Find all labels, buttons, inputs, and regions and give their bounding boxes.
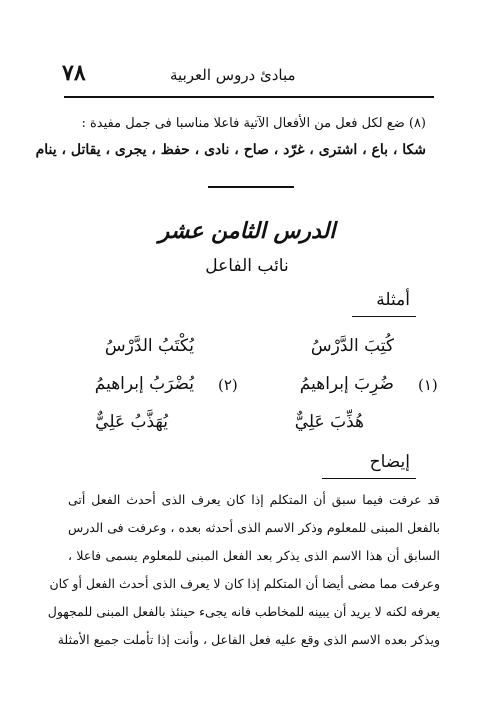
- explanation-heading-rule: [322, 478, 416, 479]
- paragraph-line: بالفعل المبنى للمعلوم وذكر الاسم الذى أحدثه بعده ، وعرفت فى الدرس: [68, 520, 440, 535]
- example-item: يُهَذَّبُ عَلِيٌّ: [95, 412, 168, 432]
- exercise-instruction: (٨) ضع لكل فعل من الأفعال الآتية فاعلا مناسبا فى جمل مفيدة :: [81, 116, 426, 131]
- examples-heading-rule: [352, 316, 416, 317]
- page-number: ٧٨: [62, 60, 86, 86]
- explanation-heading: إيضاح: [369, 452, 410, 472]
- lesson-title: الدرس الثامن عشر: [158, 218, 336, 244]
- example-item: هُذِّبَ عَلِيٌّ: [294, 412, 364, 432]
- paragraph-line: يعرفه لكنه لا يريد أن يبينه للمخاطب فانه يجىء حينئذ بالفعل المبنى للمجهول: [47, 604, 440, 619]
- paragraph-line: وعرفت مما مضى أيضا أن المتكلم إذا كان لا يعرف الذى أحدث الفعل أو كان: [49, 576, 440, 591]
- examples-heading: أمثلة: [376, 290, 410, 310]
- lesson-subtitle: نائب الفاعل: [205, 256, 289, 276]
- paragraph-line: السابق أن هذا الاسم الذى يذكر بعد الفعل المبنى للمعلوم يسمى فاعلا ،: [68, 548, 440, 563]
- section-separator: [208, 186, 294, 188]
- paragraph-line: ويذكر بعده الاسم الذى وقع عليه فعل الفاعل ، وأنت إذا تأملت جميع الأمثلة: [57, 632, 440, 647]
- example-item: يُضْرَبُ إبراهيمُ: [94, 374, 194, 394]
- paragraph-line: قد عرفت فيما سبق أن المتكلم إذا كان يعرف الذى أحدث الفعل أتى: [68, 492, 440, 507]
- example-group-number-2: (٢): [218, 376, 238, 394]
- example-item: يُكْتَبُ الدَّرْسُ: [104, 336, 194, 356]
- exercise-verbs: شكا ، باع ، اشترى ، غرّد ، صاح ، نادى ، حفظ ، يجرى ، يقاتل ، ينام: [35, 142, 426, 158]
- header-rule: [64, 96, 434, 98]
- example-item: ضُرِبَ إبراهيمُ: [299, 374, 394, 394]
- example-group-number-1: (١): [418, 376, 438, 394]
- example-item: كُتِبَ الدَّرْسُ: [310, 336, 394, 356]
- running-title: مبادئ دروس العربية: [170, 66, 296, 84]
